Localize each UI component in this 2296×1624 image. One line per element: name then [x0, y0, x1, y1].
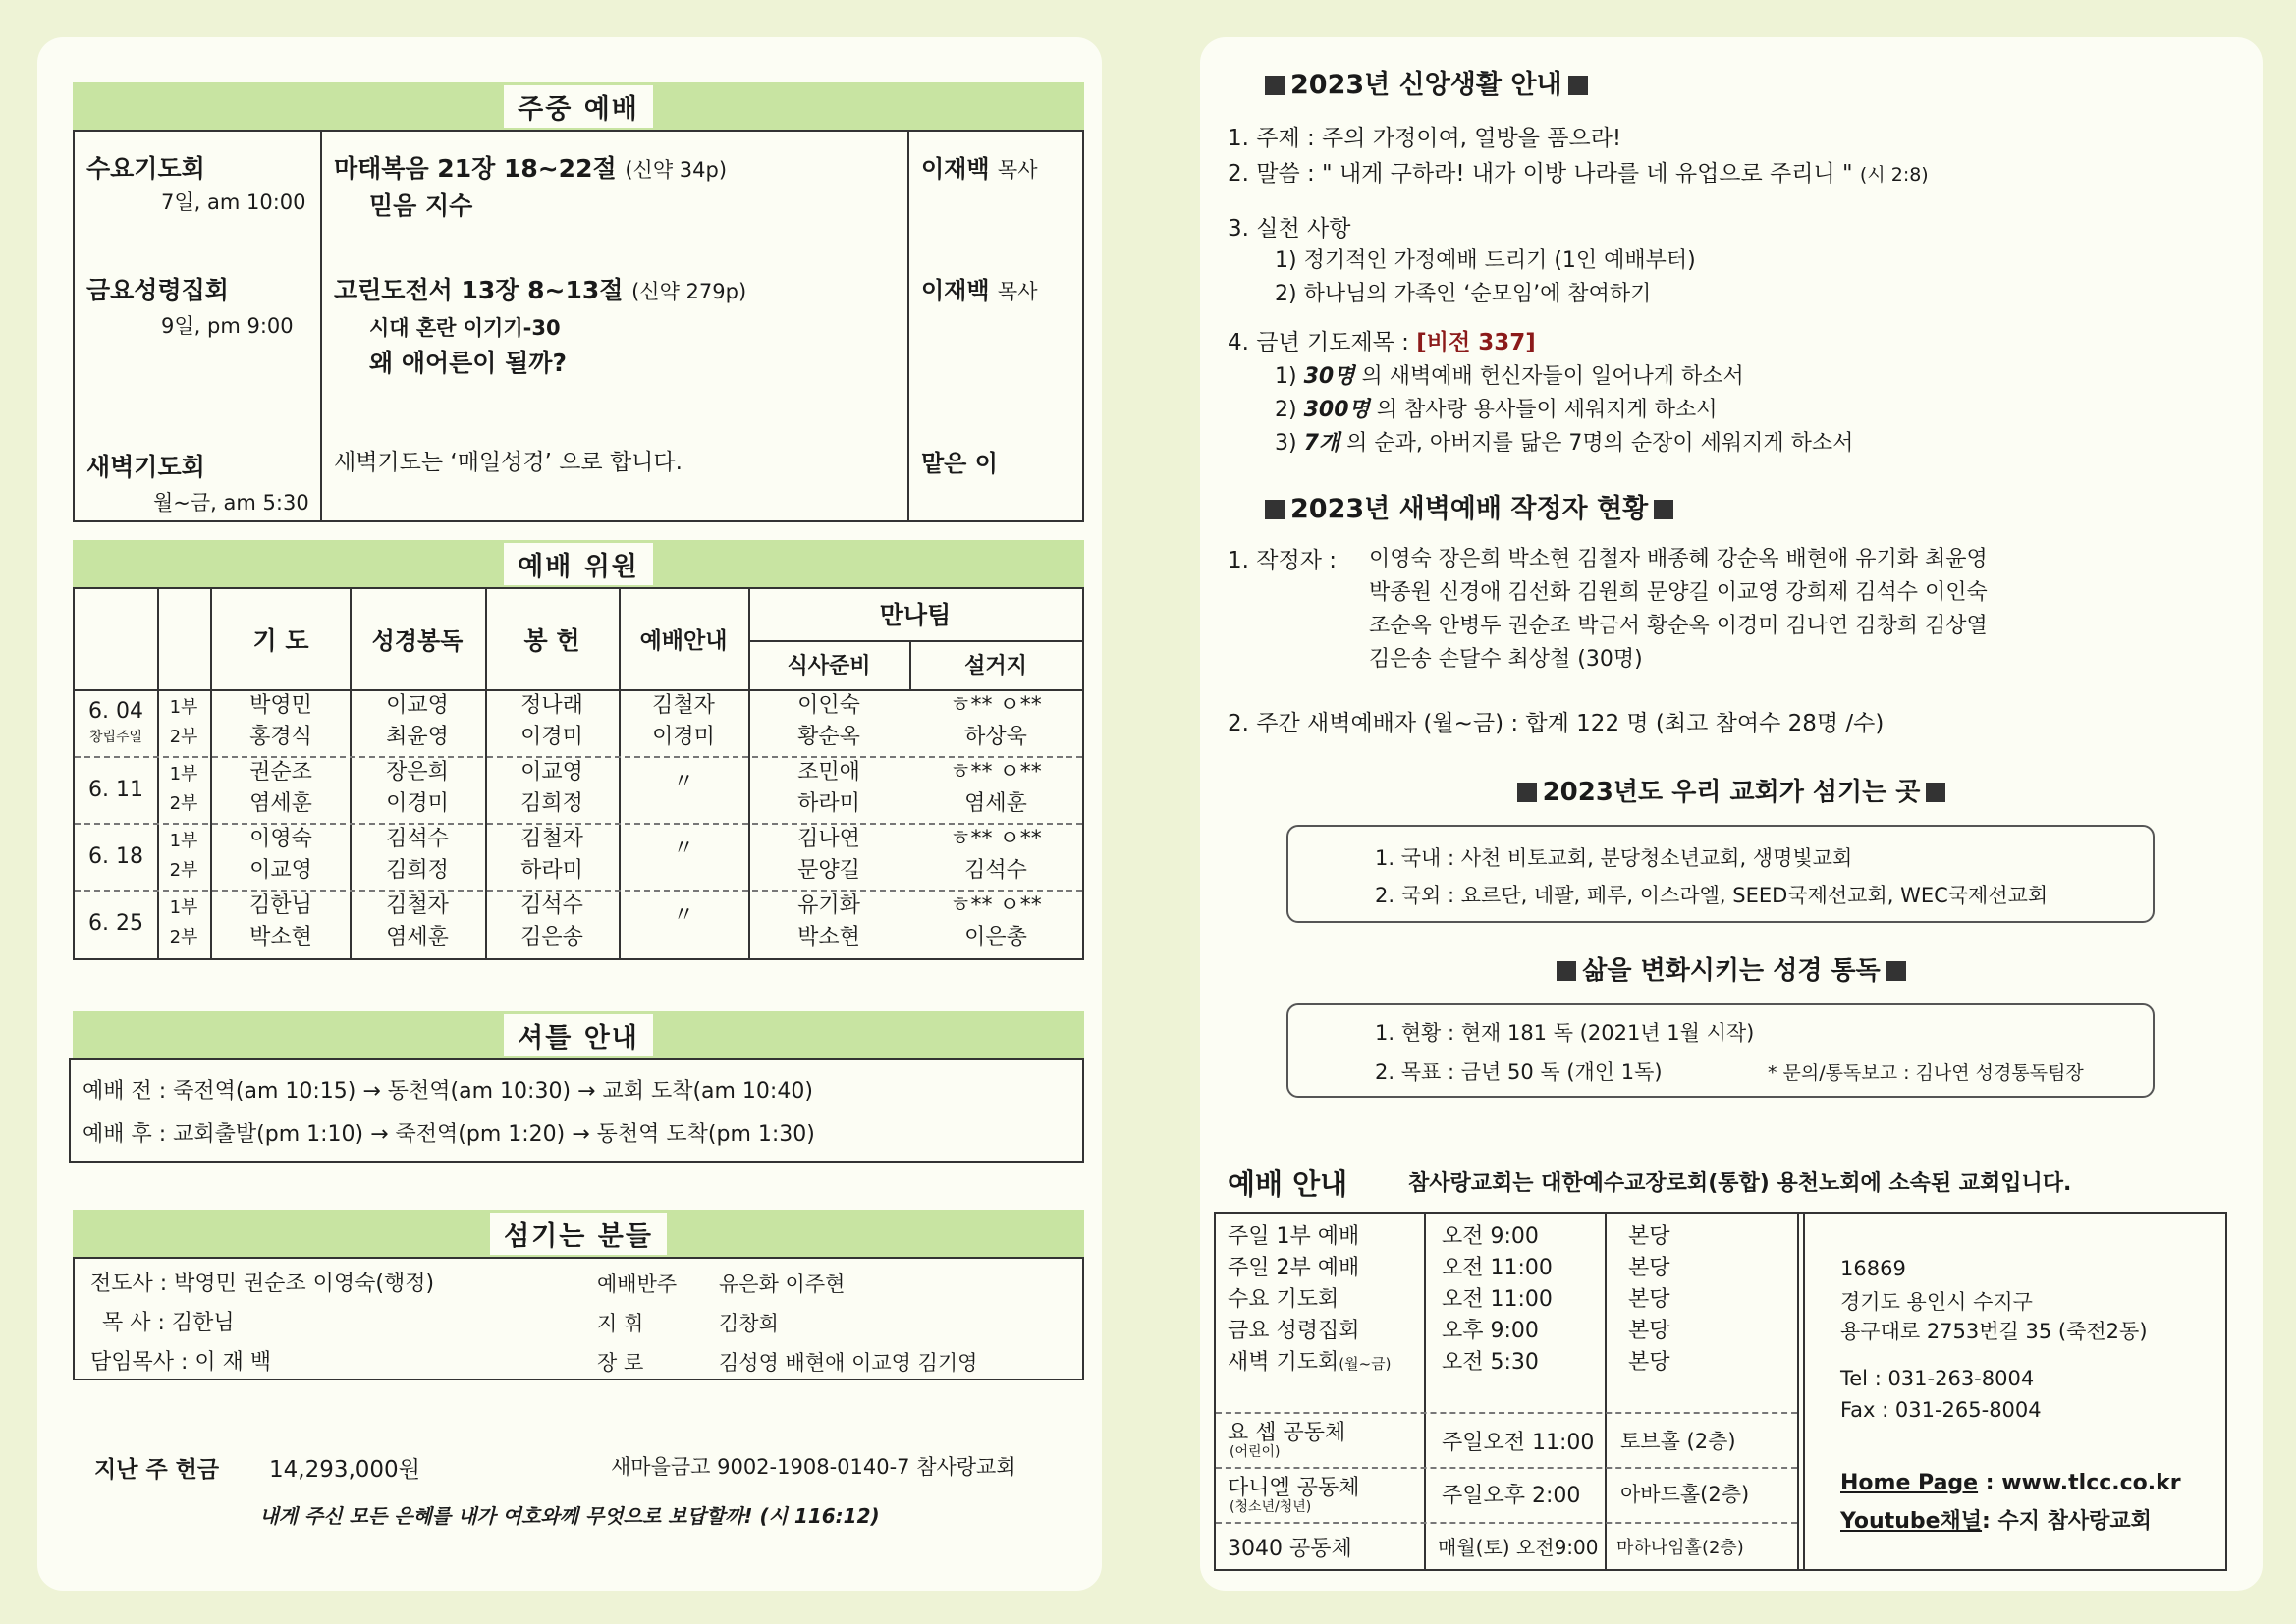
service-time: 7일, am 10:00	[161, 190, 306, 214]
vision-label: [비전 337]	[1416, 330, 1536, 355]
youtube-link[interactable]: Youtube채널: 수지 참사랑교회	[1840, 1509, 2152, 1534]
server-line: 전도사 : 박영민 권순조 이영숙(행정)	[90, 1272, 435, 1296]
prayer-topics-label: 4. 금년 기도제목 : [비전 337]	[1228, 330, 1536, 355]
servers-box	[73, 1257, 1084, 1380]
bible-goal: 2. 목표 : 금년 50 독 (개인 1독)	[1375, 1060, 1663, 1084]
dawn-names: 이영숙 장은희 박소현 김철자 배종혜 강순옥 배현애 유기화 최윤영	[1369, 547, 1988, 571]
server-role: 장 로	[597, 1351, 644, 1375]
left-page	[37, 37, 1102, 1591]
zip-code: 16869	[1840, 1257, 1906, 1280]
col-offering: 봉 헌	[523, 626, 580, 655]
col-reading: 성경봉독	[371, 627, 464, 655]
bible-contact: * 문의/통독보고 : 김나연 성경통독팀장	[1768, 1062, 2084, 1084]
mission-line: 2. 국외 : 요르단, 네팔, 페루, 이스라엘, SEED국제선교회, WEC국제선교회	[1375, 884, 2049, 907]
server-names: 김창희	[719, 1312, 779, 1335]
bible-box	[1286, 1003, 2155, 1098]
offering-amount: 14,293,000원	[269, 1457, 420, 1483]
sermon-subtitle: 왜 애어른이 될까?	[369, 349, 567, 377]
mission-title: 2023년도 우리 교회가 섬기는 곳	[1200, 772, 2263, 808]
col-usher: 예배안내	[639, 628, 728, 654]
bible-verse: 내게 주신 모든 은혜를 내가 여호와께 무엇으로 보답할까! (시 116:12)	[259, 1504, 880, 1528]
tel: Tel : 031-263-8004	[1840, 1367, 2035, 1390]
service-time: 9일, pm 9:00	[161, 314, 294, 338]
col-meal: 식사준비	[787, 654, 871, 678]
shuttle-header	[73, 1011, 1084, 1058]
section-title: 주중 예배	[504, 85, 653, 128]
service-time: 월~금, am 5:30	[153, 491, 309, 514]
dawn-weekly: 2. 주간 새벽예배자 (월~금) : 합계 122 명 (최고 참여수 28명 /수)	[1228, 711, 1885, 736]
dawn-title: 2023년 새벽예배 작정자 현황	[1259, 487, 1679, 525]
offering-label: 지난 주 헌금	[94, 1457, 220, 1483]
fax: Fax : 031-265-8004	[1840, 1398, 2042, 1422]
practice-item: 1) 정기적인 가정예배 드리기 (1인 예배부터)	[1275, 248, 1696, 273]
faith-item: 1. 주제 : 주의 가정이여, 열방을 품으라!	[1228, 126, 1622, 151]
service-name: 수요기도회	[86, 154, 205, 183]
server-line: 담임목사 : 이 재 백	[90, 1350, 272, 1375]
sermon-title: 믿음 지수	[369, 191, 473, 220]
sermon-title: 시대 혼란 이기기-30	[369, 316, 561, 340]
shuttle-box	[69, 1058, 1084, 1163]
preacher: 맡은 이	[921, 450, 998, 477]
shuttle-after: 예배 후 : 교회출발(pm 1:10) → 죽전역(pm 1:20) → 동천역 도착(pm 1:30)	[82, 1122, 815, 1147]
address-line: 경기도 용인시 수지구	[1840, 1290, 2033, 1314]
weekly-worship-table	[73, 130, 1084, 522]
address-line: 용구대로 2753번길 35 (죽전2동)	[1840, 1320, 2148, 1343]
dawn-note: 새벽기도는 ‘매일성경’ 으로 합니다.	[334, 450, 683, 475]
faith-item: 2. 말씀 : " 내게 구하라! 내가 이방 나라를 네 유업으로 주리니 " (시 2:8)	[1228, 161, 1929, 187]
bible-title: 삶을 변화시키는 성경 통독	[1200, 950, 2263, 987]
dawn-label: 1. 작정자 :	[1228, 548, 1337, 573]
weekly-worship-header	[73, 82, 1084, 130]
server-line: 목 사 : 김한님	[102, 1311, 235, 1335]
dawn-names: 박종원 신경애 김선화 김원희 문양길 이교영 강희제 김석수 이인숙	[1369, 580, 1988, 605]
right-page	[1200, 37, 2263, 1591]
passage: 고린도전서 13장 8~13절 (신약 279p)	[334, 276, 747, 304]
guide-description: 참사랑교회는 대한예수교장로회(통합) 용천노회에 소속된 교회입니다.	[1408, 1171, 2072, 1196]
passage: 마태복음 21장 18~22절 (신약 34p)	[334, 154, 728, 183]
col-dish: 설거지	[964, 654, 1027, 678]
section-title: 예배 위원	[504, 543, 653, 585]
guide-title: 예배 안내	[1228, 1167, 1348, 1201]
prayer-item: 2) 300명 의 참사랑 용사들이 세워지게 하소서	[1275, 398, 1718, 422]
col-prayer: 기 도	[252, 626, 309, 655]
preacher: 이재백 목사	[921, 155, 1038, 183]
faith-item: 3. 실천 사항	[1228, 216, 1351, 242]
committee-header	[73, 540, 1084, 587]
server-names: 유은화 이주현	[719, 1272, 846, 1296]
homepage-link[interactable]: Home Page : www.tlcc.co.kr	[1840, 1471, 2181, 1495]
shuttle-before: 예배 전 : 죽전역(am 10:15) → 동천역(am 10:30) → 교회 도착(am 10:40)	[82, 1079, 813, 1104]
server-role: 예배반주	[597, 1272, 678, 1296]
server-role: 지 휘	[597, 1312, 644, 1335]
service-name: 새벽기도회	[86, 453, 205, 481]
service-name: 금요성령집회	[86, 276, 229, 304]
bible-status: 1. 현황 : 현재 181 독 (2021년 1월 시작)	[1375, 1021, 1755, 1045]
guide-table: 주일 1부 예배 오전 9:00 본당 주일 2부 예배 오전 11:00 본당 수요 기도회 오전 11:00 본당 금요 성령집회 오후 9:00 본당 새벽 기도회(월~금) 오전 5:30 본당 요 셉 공동체 (어린이) 주일오전 11:00 토브홀 (2층) 다니엘 공동체 (청소년/청년) 주일오후 2:00 아바드홀(2층) 3040 공동체 매월(토) 오전9:00 마하나임홀(2층) 16869 경기도 용인시 수지구 용구대로 2753번길 35 (죽전2동) Tel : 031-263-8004 Fax : 031-265-8004 Home Page : www.tlcc.co.kr Youtube채널: 수지 참사랑교회	[1214, 1212, 2227, 1571]
preacher: 이재백 목사	[921, 277, 1038, 304]
col-manna: 만나팀	[879, 601, 952, 629]
prayer-item: 3) 7개 의 순과, 아버지를 닮은 7명의 순장이 세워지게 하소서	[1275, 431, 1854, 456]
bank-account: 새마을금고 9002-1908-0140-7 참사랑교회	[611, 1455, 1016, 1479]
practice-item: 2) 하나님의 가족인 ‘순모임’에 참여하기	[1275, 282, 1652, 306]
faith-title: 2023년 신앙생활 안내	[1259, 63, 1594, 101]
mission-line: 1. 국내 : 사천 비토교회, 분당청소년교회, 생명빛교회	[1375, 846, 1853, 870]
section-title: 셔틀 안내	[504, 1014, 653, 1056]
committee-table: 기 도 성경봉독 봉 헌 예배안내 만나팀 식사준비 설거지 6. 04 창립주일 1부 2부 박영민 홍경식 이교영 최윤영 정나래 이경미 김철자 이경미 이인숙 황순옥 ㅎ** ㅇ** 하상욱 6. 11 1부 2부 권순조 염세훈 장은희 이경미 이교영 김희정 〃 조민애 하라미 ㅎ** ㅇ** 염세훈 6. 18 1부 2부 이영숙 이교영 김석수 김희정 김철자 하라미 〃 김나연 문양길 ㅎ** ㅇ** 김석수 6. 25 1부 2부 김한님 박소현 김철자 염세훈 김석수 김은송 〃 유기화 박소현 ㅎ** ㅇ** 이은총	[73, 587, 1084, 960]
server-names: 김성영 배현애 이교영 김기영	[719, 1351, 978, 1375]
prayer-item: 1) 30명 의 새벽예배 헌신자들이 일어나게 하소서	[1275, 364, 1744, 389]
mission-box	[1286, 825, 2155, 923]
section-title: 섬기는 분들	[490, 1213, 667, 1255]
dawn-names: 조순옥 안병두 권순조 박금서 황순옥 이경미 김나연 김창희 김상열	[1369, 614, 1988, 638]
servers-header	[73, 1210, 1084, 1257]
dawn-names: 김은송 손달수 최상철 (30명)	[1369, 647, 1643, 672]
